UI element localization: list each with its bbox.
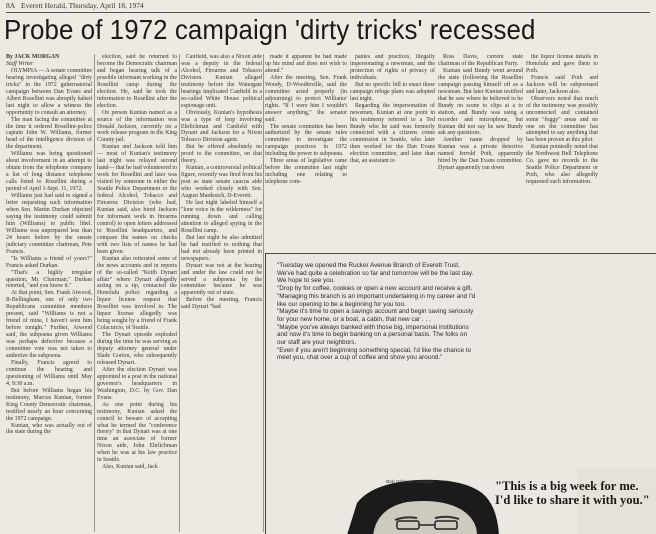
article-paragraph: But he offered absolutely no proof to the committee, on that theory. <box>181 144 262 165</box>
article-paragraph: But no specific bill to enact these campaign refuge plans was adopted last night. <box>350 81 435 102</box>
article-paragraph: Obviously, Kunian's hypothesis was a type of loop involving Ehrlichman and Canfield with Dynart and Jackson for a Nixon Tobacco Division agent. <box>181 109 262 144</box>
column-rule <box>94 54 95 532</box>
article-column-2 <box>97 54 177 532</box>
article-paragraph: He last night labeled himself a "lone voice in the wilderness" for running down and calling attention to alleged spying in the Rosellini camp. <box>181 200 262 234</box>
column-rule <box>263 54 264 532</box>
article-paragraph: Ross Davis, current state chairman of the Republican Party. <box>438 54 523 67</box>
article-paragraph: Kunian pointedly noted that the Northwest Bell Telephone Co. gave no records to the Seattle Police Department or Poth, who also allegedly requested such information. <box>526 144 598 186</box>
column-body <box>97 54 177 471</box>
article-column-5 <box>350 54 435 249</box>
ad-paragraph: "Tuesday we opened the Rucker Avenue Branch of Everett Trust. We've had quite a celebration so far and tomorrow will be the last day. We hope to see you. <box>277 262 474 285</box>
article-paragraph: On person Kunian named as a source of the information was Donald Jackson, currently on a work release program in the King County jail. <box>97 109 177 144</box>
article-column-7 <box>526 54 598 249</box>
article-paragraph: Finally, Francis agreed to continue the hearing and questioning of Williams until May 4, 9:30 a.m. <box>6 359 92 387</box>
column-body <box>350 54 435 165</box>
article-paragraph: made it apparent he had made up his mind and does not wish to attend." <box>265 54 347 74</box>
article-paragraph: Kunian also reiterated some of the news accounts and in reports of the so-called "Keith Dynart affair" where Dynart allegedly acting on a tip, contacted the Honolulu police regarding a liquor license request that Rosellini was involved in. The liquor license allegedly was being sought by a friend of Frank Colacurcio, of Seattle. <box>97 255 177 332</box>
article-paragraph: "Is Williams a friend of yours?" Francis asked Durkan. <box>6 255 92 269</box>
article-paragraph: The Dynart episode exploded during the time he was serving as deputy attorney general under Slade Gorton, who subsequently released Dynart. <box>97 332 177 366</box>
ad-paragraph: "Maybe it's time to open a savings account and begin saving seriously for your new home, or a boat, a cabin, that new car . . . <box>277 308 474 323</box>
ad-paragraph: "Drop by for coffee, cookies or open a new account and receive a gift. <box>277 285 473 293</box>
ad-slogan: "This is a big week for me. I'd like to share it with you." <box>495 479 650 507</box>
ad-copy <box>277 262 477 362</box>
paper-dateline: Everett Herald, Thursday, April 18, 1974 <box>21 1 144 10</box>
ad-paragraph: "Maybe you've always banked with those big, impersonal institutions and now it's time to begin banking on a personal basis. The folks on our staff are your neighbors. <box>277 323 469 347</box>
folio <box>6 1 650 13</box>
article-paragraph: OLYMPIA — A senate committee hearing investigating alleged "dirty tricks" in the 1972 gubernatorial campaign between Dan Evans and Albert Rosellini was abruptly halted last night to allow a witness the opportunity to consult an attorney. <box>6 67 92 116</box>
article-paragraph: Another name dropped by Kunian was a private detective named Jerrold Poth, apparently hired by the Dan Evans committee. Dynart apparently ran down <box>438 137 523 172</box>
article-paragraph: Observers noted that much of the testimony was possibly unconnected and contained some "foggy" areas and no one on the committee has attempted to say anything that has been proven at this pilot. <box>526 95 598 144</box>
byline: By JACK MORGAN <box>6 54 60 60</box>
article-column-4 <box>265 54 347 249</box>
column-body <box>438 54 523 172</box>
article-paragraph: Before the meeting, Francis said Dynart "had <box>181 297 262 311</box>
column-rule <box>179 54 180 532</box>
bank-advertisement <box>265 253 656 534</box>
article-paragraph: As one point during his testimony, Kunian asked the council to beware of accepting what he termed the "conference theory" in that Dynart was at one time an associate of former Nixon aide, John Ehrlichman when he was at his law practice in Seattle. <box>97 401 177 464</box>
article-paragraph: Kunian said Bundy went around the state (following the Rosellini campaign passing himself off as a newsman. But later Kunian testified that he saw where he believed to be Bundy on scene to clips at a to station, and Bundy was using a recorder and microphone, but Kunian did not say he saw Bundy ask any questions. <box>438 67 523 137</box>
article-paragraph: Canfield, was also a Nixon aide was a deputy in the federal Alcohol, Firearms and Tobacco Division. Kunian alleged testimony before the Watergate hearings implicated Canfield in a so-called White House political espionage unit. <box>181 54 262 109</box>
article-paragraph: Kunian and Jackson told him — most of Kunian's testimony last night was relayed second hand— that he had volunteered to work for Rosellini and later was visited by someone in either the Seattle Police Department or the federal Alcohol, Tobacco and Firearms Division (who had, Kunian said, also hired Jackson for informant work in firearms control) to open letters addressed to Rosellini headquarters, and compare the names on checks with two lists of names he had been given. <box>97 144 177 255</box>
column-body <box>265 54 347 186</box>
article-paragraph: panies and practices, illegally impersonating a newsman, and the protection of rights of privacy of individuals. <box>350 54 435 81</box>
article-paragraph: Kunian, a controversial political figure, recently was fired from his post as state senate caucus aide who worked closely with Sen. August Mardesich, D-Everett. <box>181 165 262 200</box>
ad-paragraph: "Managing this branch is an important undertaking in my career and I'd like our opening to be a beginning for you too. <box>277 292 476 308</box>
article-paragraph: At that point, Sen. Frank Atwood, R-Bellingham, one of only two Republicans committee members present, said "Williams is not a friend of mine, I haven't seen him before tonight." Further, Atwood said, the subpoena given Williams was perhaps defective because a committee vote was not taken to authorize the subpoena. <box>6 290 92 359</box>
article-paragraph: The senate committee has been authorized by the senate rules committee to investigate the campaign practices in 1972 including the power to subpoena. <box>265 123 347 158</box>
article-paragraph: The man facing the committee at the time it ordered Rosellini-police captain John W. Williams, former head of the intelligence division of the department. <box>6 116 92 151</box>
article-paragraph: Three areas of legislative came before the committee last night including one relating to telephone com- <box>265 158 347 186</box>
article-paragraph: Regarding the impersonation of newsmen, Kunian at one point in his testimony referred to a Ted Bundy who he said was formerly connected with a citizens crime commission in Seattle, who later then worked for the Dan Evans election committee, and later than that, an assistant to <box>350 102 435 165</box>
article-paragraph: After the election Dynart was appointed to a post in the national governor's headquarters in Washington, D.C. by Gov. Dan Evans. <box>97 366 177 401</box>
article-paragraph: But last night he also admitted he had testified to nothing that had not already been printed in newspapers. <box>181 234 262 262</box>
article-paragraph: Kunian, who was actually out of the state during the <box>6 422 92 436</box>
article-column-1 <box>6 54 92 532</box>
column-body <box>181 54 262 311</box>
article-paragraph: "That's a highly irregular question, Mr. Chairman," Durkan retorted, "and you know it." <box>6 269 92 290</box>
article-paragraph: Dynart was not at the hearing and under the law could not be served a subpoena by the committee because he was apparently out of state. <box>181 262 262 297</box>
article-paragraph: But before Williams began his testimony, Marcus Kunian, former King County Democratic chairman, testified nearly an hour concerning the 1972 campaign. <box>6 387 92 422</box>
article-column-3 <box>181 54 262 532</box>
ad-signature: Bob Dickson, manager <box>386 480 435 485</box>
page-number: 8A <box>6 1 16 10</box>
headline: Probe of 1972 campaign 'dirty tricks' recessed <box>4 14 536 45</box>
article-paragraph: the liquor license details in Honolulu and gave them to Poth. <box>526 54 598 74</box>
article-paragraph: election, said he returned to become the Democratic chairman and began hearing talk of a possible informant working in the Rosellini camp during the election. He, said he took the information to Rosellini after the election. <box>97 54 177 109</box>
column-body <box>526 54 598 186</box>
article-paragraph: Francis said Poth and Jackson will be subpoenaed and later, Jackson also. <box>526 74 598 95</box>
article-paragraph: Williams was being questioned about involvement in an attempt to obtain from the telephone company a list of long distance telephone calls listed to Rosellini during a period of April 1-Sept. 11, 1972. <box>6 151 92 193</box>
article-paragraph: After the meeting, Sen. Frank Woody, D-Woodinville, said the committee acted properly (in adjourning) to protect Williams' rights. "If I were him I wouldn't answer anything," the senator said. <box>265 74 347 123</box>
column-body <box>6 68 92 437</box>
article-paragraph: Williams just had said to signed a letter requesting such information when Sen. Martin Durkan objected saying the testimony could submit him (Williams) to public libel. Williams was unprepared less than 24 hours before by the senate judiciary committee chairman, Pete Francis. <box>6 193 92 255</box>
article-paragraph: Also, Kunian said, Jack <box>102 464 158 471</box>
ad-paragraph: "Even if you aren't beginning something special, I'd like the chance to meet you, chat over a cup of coffee and show you around." <box>277 346 472 362</box>
byline-role: Staff Writer <box>6 60 34 67</box>
article-column-6 <box>438 54 523 249</box>
